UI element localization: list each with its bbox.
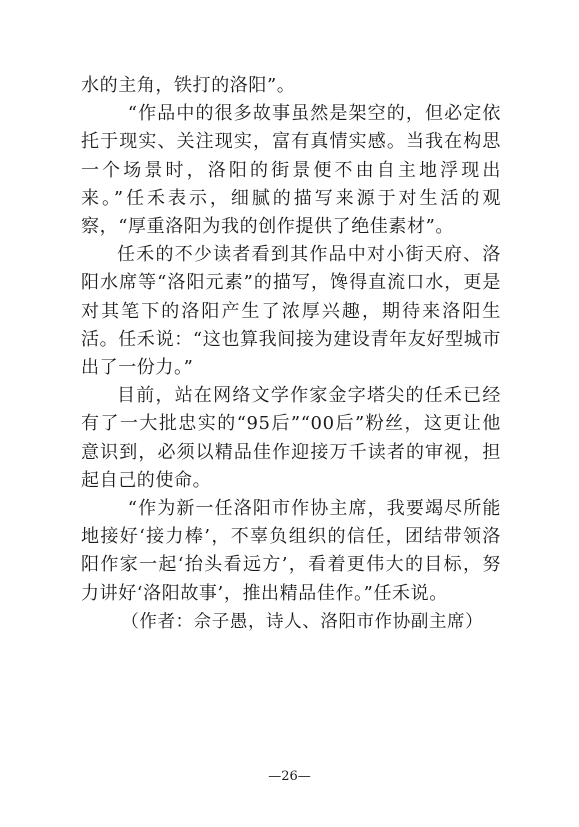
paragraph-5: “作为新一任洛阳市作协主席，我要竭尽所能地接好‘接力棒’，不辜负组织的信任，团结带领洛阳作家一起‘抬头看远方’，看着更伟大的目标，努力讲好‘洛阳故事’，推出精品佳作。”任禾说。 bbox=[81, 498, 501, 604]
article-body bbox=[81, 72, 501, 636]
paragraph-4: 目前，站在网络文学作家金字塔尖的任禾已经有了一大批忠实的“95后”“00后”粉丝，这更让他意识到，必须以精品佳作迎接万千读者的审视，担起自己的使命。 bbox=[81, 385, 501, 491]
paragraph-1: 水的主角，铁打的洛阳”。 bbox=[81, 75, 296, 96]
page-number: —26— bbox=[268, 769, 311, 784]
paragraph-3: 任禾的不少读者看到其作品中对小街天府、洛阳水席等“洛阳元素”的描写，馋得直流口水，更是对其笔下的洛阳产生了浓厚兴趣，期待来洛阳生活。任禾说：“这也算我间接为建设青年友好型城市出了一份力。” bbox=[81, 244, 501, 379]
paragraph-2: “作品中的很多故事虽然是架空的，但必定依托于现实、关注现实，富有真情实感。当我在构思一个场景时，洛阳的街景便不由自主地浮现出来。”任禾表示，细腻的描写来源于对生活的观察，“厚重洛阳为我的创作提供了绝佳素材”。 bbox=[81, 103, 501, 238]
author-note: （作者：佘子愚，诗人、洛阳市作协副主席） bbox=[121, 611, 484, 632]
